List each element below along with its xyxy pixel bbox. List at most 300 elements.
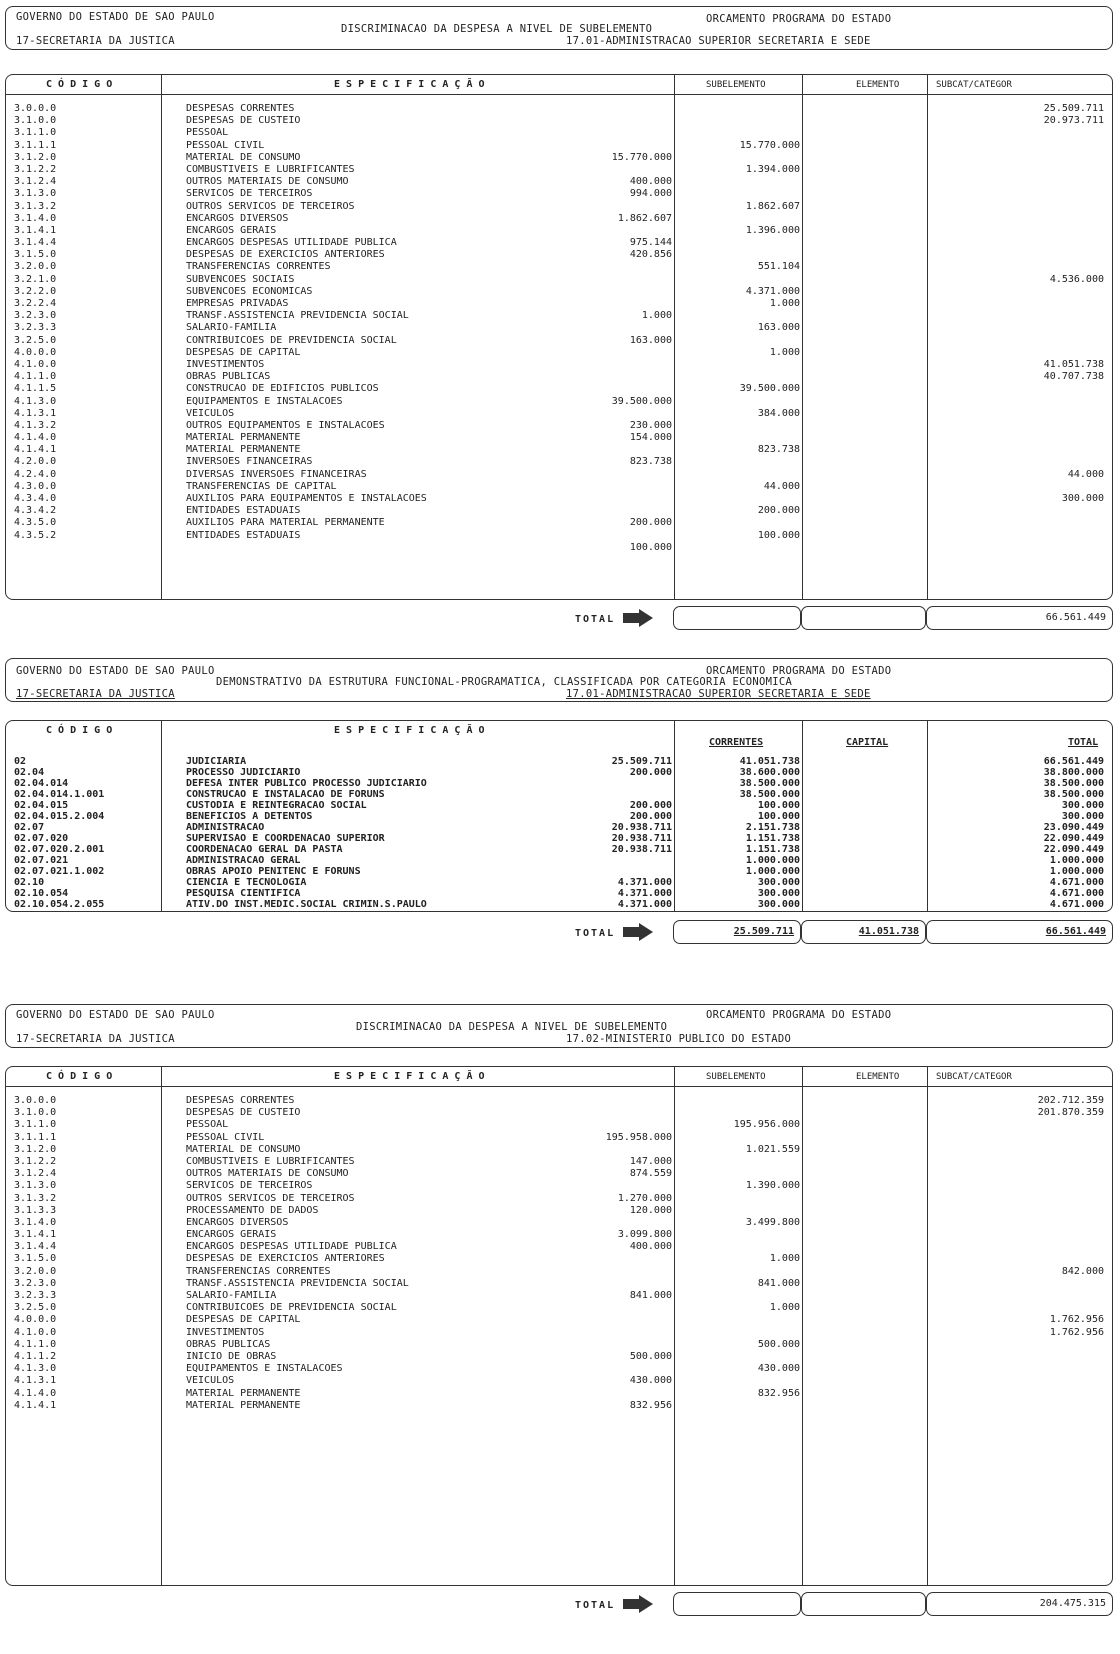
row-c3: 420.856 (629, 249, 672, 261)
table-row (6, 213, 1112, 225)
row-code: 3.1.2.2 (14, 163, 57, 175)
row-c4: 300.000 (757, 888, 800, 899)
column-header (6, 1067, 1112, 1087)
row-c3: 195.958.000 (605, 1131, 672, 1143)
row-c5: 38.800.000 (1043, 767, 1104, 778)
table-row (6, 833, 1112, 844)
row-spec: PESSOAL (186, 127, 229, 139)
row-c5: 66.561.449 (1043, 756, 1104, 767)
row-c4: 841.000 (757, 1277, 800, 1289)
row-code: 3.1.2.0 (14, 151, 57, 163)
row-c4: 195.956.000 (733, 1119, 800, 1131)
table-row (6, 152, 1112, 164)
row-code: 4.3.0.0 (14, 480, 57, 492)
row-code: 3.1.0.0 (14, 115, 57, 127)
row-spec: PESSOAL CIVIL (186, 139, 265, 151)
secretaria-label: 17-SECRETARIA DA JUSTICA (16, 688, 175, 700)
row-code: 4.3.4.2 (14, 505, 57, 517)
row-c5: 38.500.000 (1043, 778, 1104, 789)
table-row (6, 237, 1112, 249)
row-code: 3.1.0.0 (14, 1107, 57, 1119)
row-code: 02.07.020.2.001 (14, 844, 105, 855)
row-c3: 4.371.000 (617, 888, 672, 899)
secretaria-label: 17-SECRETARIA DA JUSTICA (16, 35, 175, 47)
row-c5: 1.762.956 (1049, 1314, 1104, 1326)
row-c3: 200.000 (629, 767, 672, 778)
column-header (6, 721, 1112, 748)
row-c5: 1.000.000 (1049, 855, 1104, 866)
row-spec: SALARIO-FAMILIA (186, 1290, 277, 1301)
row-c5: 1.762.956 (1049, 1326, 1104, 1338)
report-title: DISCRIMINACAO DA DESPESA A NIVEL DE SUBELEMENTO (341, 23, 653, 35)
secretaria-label: 17-SECRETARIA DA JUSTICA (16, 1033, 175, 1045)
table-body (6, 1095, 1112, 1412)
row-spec: INVERSOES FINANCEIRAS (186, 456, 313, 468)
row-code: 3.1.1.1 (14, 139, 57, 151)
row-code: 3.2.1.0 (14, 273, 57, 285)
row-c4: 1.396.000 (745, 224, 800, 236)
table-row (6, 493, 1112, 505)
row-spec: EQUIPAMENTOS E INSTALACOES (186, 395, 343, 407)
row-c3: 994.000 (629, 188, 672, 200)
row-code: 3.1.4.4 (14, 237, 57, 249)
col-capital: CAPITAL (846, 737, 889, 748)
row-c5: 4.671.000 (1049, 888, 1104, 899)
row-spec: DESPESAS DE EXERCICIOS ANTERIORES (186, 249, 385, 261)
row-spec: PESSOAL CIVIL (186, 1131, 265, 1143)
row-c4: 1.021.559 (745, 1143, 800, 1155)
row-spec: TRANSFERENCIAS CORRENTES (186, 1265, 331, 1277)
row-c5: 22.090.449 (1043, 844, 1104, 855)
row-code: 02.10.054 (14, 888, 69, 899)
row-c3: 874.559 (629, 1168, 672, 1180)
table-row (6, 469, 1112, 481)
row-c3: 1.862.607 (617, 212, 672, 224)
unit-label: 17.01-ADMINISTRACAO SUPERIOR SECRETARIA E SEDE (566, 35, 871, 47)
row-spec: OUTROS SERVICOS DE TERCEIROS (186, 1192, 355, 1204)
row-code: 3.1.1.0 (14, 127, 57, 139)
col-total: TOTAL (1068, 737, 1099, 748)
table-row (6, 225, 1112, 237)
table-row (6, 822, 1112, 833)
row-spec: MATERIAL PERMANENTE (186, 444, 301, 456)
row-c4: 551.104 (757, 261, 800, 273)
row-c5: 1.000.000 (1049, 866, 1104, 877)
row-spec: ENCARGOS GERAIS (186, 224, 277, 236)
row-code: 4.1.4.0 (14, 432, 57, 444)
row-spec: ATIV.DO INST.MEDIC.SOCIAL CRIMIN.S.PAULO (186, 899, 427, 910)
total-c5: 66.561.449 (926, 606, 1113, 630)
row-spec: PROCESSAMENTO DE DADOS (186, 1204, 319, 1216)
table-row (6, 877, 1112, 888)
row-spec: CONTRIBUICOES DE PREVIDENCIA SOCIAL (186, 1302, 397, 1314)
row-c5: 22.090.449 (1043, 833, 1104, 844)
table-row (6, 371, 1112, 383)
row-spec: DESPESAS DE CAPITAL (186, 1314, 301, 1326)
row-code: 3.1.1.1 (14, 1131, 57, 1143)
row-spec: BENEFICIOS A DETENTOS (186, 811, 313, 822)
row-c4: 100.000 (757, 811, 800, 822)
row-code: 3.1.4.4 (14, 1241, 57, 1253)
row-code: 4.1.4.1 (14, 444, 57, 456)
row-spec: EQUIPAMENTOS E INSTALACOES (186, 1363, 343, 1375)
row-code: 3.2.5.0 (14, 1302, 57, 1314)
row-c4: 1.394.000 (745, 163, 800, 175)
row-c3: 1.000 (641, 310, 672, 322)
row-c3: 400.000 (629, 176, 672, 188)
row-c4: 384.000 (757, 407, 800, 419)
row-c3: 200.000 (629, 800, 672, 811)
table-row (6, 1388, 1112, 1400)
row-code: 02.07.021.1.002 (14, 866, 105, 877)
table-row (6, 844, 1112, 855)
table-row (6, 1241, 1112, 1253)
row-code: 3.1.4.0 (14, 1216, 57, 1228)
row-c4: 100.000 (757, 529, 800, 541)
table-body (6, 756, 1112, 910)
row-c3: 400.000 (629, 1241, 672, 1253)
row-code: 3.1.1.0 (14, 1119, 57, 1131)
row-code: 3.0.0.0 (14, 1095, 57, 1106)
total-c3 (673, 1592, 801, 1616)
row-spec: DESPESAS DE CAPITAL (186, 346, 301, 358)
row-spec: DIVERSAS INVERSOES FINANCEIRAS (186, 468, 367, 480)
row-code: 4.1.1.5 (14, 383, 57, 395)
unit-label: 17.01-ADMINISTRACAO SUPERIOR SECRETARIA E SEDE (566, 688, 871, 700)
row-c3: 200.000 (629, 517, 672, 529)
row-code: 3.2.3.3 (14, 1290, 57, 1301)
table-row (6, 899, 1112, 910)
row-code: 3.2.3.0 (14, 1277, 57, 1289)
row-spec: TRANSF.ASSISTENCIA PREVIDENCIA SOCIAL (186, 1277, 409, 1289)
row-code: 02.04.014.1.001 (14, 789, 105, 800)
table-row (6, 1168, 1112, 1180)
row-c4: 832.956 (757, 1387, 800, 1399)
row-code: 4.1.3.2 (14, 419, 57, 431)
row-spec: ADMINISTRACAO (186, 822, 265, 833)
row-c5: 300.000 (1061, 811, 1104, 822)
row-c4: 38.500.000 (739, 789, 800, 800)
table-row (6, 1400, 1112, 1412)
row-c3: 500.000 (629, 1350, 672, 1362)
row-c4: 430.000 (757, 1363, 800, 1375)
row-spec: COMBUSTIVEIS E LUBRIFICANTES (186, 163, 355, 175)
row-spec: AUXILIOS PARA EQUIPAMENTOS E INSTALACOES (186, 493, 427, 504)
table-row (6, 800, 1112, 811)
row-c4: 41.051.738 (739, 756, 800, 767)
row-spec: INVESTIMENTOS (186, 1326, 265, 1338)
row-c5: 40.707.738 (1043, 371, 1104, 383)
col-subcat: SUBCAT/CATEGOR (936, 1072, 1012, 1082)
total-total: 66.561.449 (926, 920, 1113, 944)
table-row (6, 127, 1112, 139)
row-spec: JUDICIARIA (186, 756, 247, 767)
row-c3: 100.000 (629, 541, 672, 553)
row-c3: 39.500.000 (611, 395, 672, 407)
row-c3: 200.000 (629, 811, 672, 822)
row-spec: OUTROS SERVICOS DE TERCEIROS (186, 200, 355, 212)
total-correntes: 25.509.711 (673, 920, 801, 944)
row-c4: 2.151.738 (745, 822, 800, 833)
table-row (6, 396, 1112, 408)
col-code: C Ó D I G O (46, 1071, 113, 1082)
row-c4: 1.862.607 (745, 200, 800, 212)
table-row (6, 432, 1112, 444)
table-row (6, 1351, 1112, 1363)
table-row (6, 1253, 1112, 1265)
row-spec: DESPESAS DE CUSTEIO (186, 115, 301, 127)
table-row (6, 188, 1112, 200)
row-code: 3.2.0.0 (14, 261, 57, 273)
total-label: TOTAL (575, 614, 616, 625)
section-1-header (5, 6, 1113, 50)
table-row (6, 140, 1112, 152)
row-c5: 842.000 (1061, 1265, 1104, 1277)
row-c3: 20.938.711 (611, 844, 672, 855)
table-row (6, 1375, 1112, 1387)
table-row (6, 1339, 1112, 1351)
report-title: DISCRIMINACAO DA DESPESA A NIVEL DE SUBELEMENTO (356, 1021, 668, 1033)
table-row (6, 444, 1112, 456)
row-c3: 15.770.000 (611, 151, 672, 163)
row-code: 3.1.3.0 (14, 1180, 57, 1192)
table-row (6, 322, 1112, 334)
row-code: 3.1.3.2 (14, 200, 57, 212)
row-c5: 202.712.359 (1037, 1095, 1104, 1106)
row-spec: DEFESA INTER PUBLICO PROCESSO JUDICIARIO (186, 778, 427, 789)
row-code: 3.1.4.0 (14, 212, 57, 224)
row-c3: 3.099.800 (617, 1229, 672, 1241)
row-c5: 4.671.000 (1049, 877, 1104, 888)
row-spec: COMBUSTIVEIS E LUBRIFICANTES (186, 1155, 355, 1167)
row-c5: 44.000 (1067, 468, 1104, 480)
row-spec: MATERIAL PERMANENTE (186, 1387, 301, 1399)
row-spec: PESQUISA CIENTIFICA (186, 888, 301, 899)
table-row (6, 347, 1112, 359)
row-spec: OUTROS MATERIAIS DE CONSUMO (186, 1168, 349, 1180)
table-row (6, 1205, 1112, 1217)
row-spec: ENCARGOS DESPESAS UTILIDADE PUBLICA (186, 1241, 397, 1253)
row-c4: 38.600.000 (739, 767, 800, 778)
row-code: 4.1.1.2 (14, 1350, 57, 1362)
table-row (6, 778, 1112, 789)
row-code: 4.1.4.0 (14, 1387, 57, 1399)
total-c3 (673, 606, 801, 630)
table-row (6, 201, 1112, 213)
program-title: ORCAMENTO PROGRAMA DO ESTADO (706, 1009, 892, 1021)
row-spec: MATERIAL DE CONSUMO (186, 151, 301, 163)
row-code: 3.2.5.0 (14, 334, 57, 346)
row-code: 3.2.3.3 (14, 322, 57, 334)
table-row (6, 542, 1112, 554)
row-code: 3.1.5.0 (14, 249, 57, 261)
row-spec: SUPERVISAO E COORDENACAO SUPERIOR (186, 833, 385, 844)
row-spec: MATERIAL PERMANENTE (186, 432, 301, 444)
section-2-grid (5, 720, 1113, 912)
row-c4: 4.371.000 (745, 285, 800, 297)
row-code: 3.2.0.0 (14, 1265, 57, 1277)
table-row (6, 1156, 1112, 1168)
row-code: 3.1.3.2 (14, 1192, 57, 1204)
row-code: 4.1.0.0 (14, 358, 57, 370)
arrow-right-icon (623, 1595, 653, 1613)
row-c5: 41.051.738 (1043, 358, 1104, 370)
table-row (6, 866, 1112, 877)
row-code: 02.07.020 (14, 833, 69, 844)
row-c4: 1.000 (769, 1302, 800, 1314)
row-c4: 823.738 (757, 444, 800, 456)
table-row (6, 286, 1112, 298)
row-code: 4.0.0.0 (14, 346, 57, 358)
row-spec: AUXILIOS PARA MATERIAL PERMANENTE (186, 517, 385, 529)
col-code: C Ó D I G O (46, 79, 113, 90)
row-spec: SUBVENCOES ECONOMICAS (186, 285, 313, 297)
table-row (6, 420, 1112, 432)
row-spec: ADMINISTRACAO GERAL (186, 855, 301, 866)
table-row (6, 408, 1112, 420)
row-c4: 3.499.800 (745, 1216, 800, 1228)
row-code: 02.10.054.2.055 (14, 899, 105, 910)
row-c5: 4.536.000 (1049, 273, 1104, 285)
table-row (6, 1290, 1112, 1302)
row-code: 4.0.0.0 (14, 1314, 57, 1326)
table-row (6, 298, 1112, 310)
gov-title: GOVERNO DO ESTADO DE SAO PAULO (16, 11, 215, 23)
section-2-header (5, 658, 1113, 702)
section-3-grid (5, 1066, 1113, 1586)
row-code: 4.2.0.0 (14, 456, 57, 468)
col-code: C Ó D I G O (46, 725, 113, 736)
row-c4: 163.000 (757, 322, 800, 334)
table-row (6, 456, 1112, 468)
row-c3: 841.000 (629, 1290, 672, 1301)
section-1-grid (5, 74, 1113, 600)
section-3-header (5, 1004, 1113, 1048)
row-spec: MATERIAL DE CONSUMO (186, 1143, 301, 1155)
row-c4: 500.000 (757, 1338, 800, 1350)
row-code: 4.1.1.0 (14, 371, 57, 383)
row-spec: TRANSFERENCIAS CORRENTES (186, 261, 331, 273)
row-c3: 4.371.000 (617, 877, 672, 888)
total-c4 (801, 1592, 926, 1616)
row-c4: 1.151.738 (745, 844, 800, 855)
col-spec: E S P E C I F I C A Ç Ã O (334, 1071, 485, 1082)
table-row (6, 261, 1112, 273)
row-c5: 38.500.000 (1043, 789, 1104, 800)
col-elemento: ELEMENTO (856, 80, 900, 90)
row-code: 3.1.4.1 (14, 1229, 57, 1241)
row-spec: DESPESAS DE EXERCICIOS ANTERIORES (186, 1253, 385, 1265)
row-spec: CIENCIA E TECNOLOGIA (186, 877, 307, 888)
row-c3: 20.938.711 (611, 822, 672, 833)
table-row (6, 274, 1112, 286)
row-c3: 25.509.711 (611, 756, 672, 767)
row-spec: TRANSFERENCIAS DE CAPITAL (186, 480, 337, 492)
column-header (6, 75, 1112, 95)
table-row (6, 1266, 1112, 1278)
row-c4: 300.000 (757, 899, 800, 910)
row-c4: 100.000 (757, 800, 800, 811)
row-code: 3.1.4.1 (14, 224, 57, 236)
row-c3: 154.000 (629, 432, 672, 444)
col-correntes: CORRENTES (709, 737, 764, 748)
program-title: ORCAMENTO PROGRAMA DO ESTADO (706, 13, 892, 25)
table-row (6, 1107, 1112, 1119)
row-spec: CONTRIBUICOES DE PREVIDENCIA SOCIAL (186, 334, 397, 346)
row-code: 02.04.015 (14, 800, 69, 811)
arrow-right-icon (623, 923, 653, 941)
row-spec: DESPESAS CORRENTES (186, 1095, 295, 1106)
row-c3: 120.000 (629, 1204, 672, 1216)
row-code: 02.04.014 (14, 778, 69, 789)
row-spec: PROCESSO JUDICIARIO (186, 767, 301, 778)
row-c4: 200.000 (757, 505, 800, 517)
table-row (6, 888, 1112, 899)
row-c3: 832.956 (629, 1399, 672, 1411)
row-code: 3.1.2.2 (14, 1155, 57, 1167)
row-c5: 23.090.449 (1043, 822, 1104, 833)
row-spec: ENTIDADES ESTADUAIS (186, 529, 301, 541)
table-row (6, 310, 1112, 322)
table-row (6, 481, 1112, 493)
table-row (6, 1132, 1112, 1144)
table-row (6, 115, 1112, 127)
row-spec: ENCARGOS DESPESAS UTILIDADE PUBLICA (186, 237, 397, 249)
row-code: 02.10 (14, 877, 45, 888)
gov-title: GOVERNO DO ESTADO DE SAO PAULO (16, 1009, 215, 1021)
row-c4: 300.000 (757, 877, 800, 888)
col-spec: E S P E C I F I C A Ç Ã O (334, 79, 485, 90)
row-spec: MATERIAL PERMANENTE (186, 1399, 301, 1411)
row-spec: INICIO DE OBRAS (186, 1350, 277, 1362)
table-row (6, 1363, 1112, 1375)
table-row (6, 1144, 1112, 1156)
row-spec: PESSOAL (186, 1119, 229, 1131)
row-c3: 4.371.000 (617, 899, 672, 910)
table-row (6, 855, 1112, 866)
row-code: 4.1.4.1 (14, 1399, 57, 1411)
table-row (6, 1180, 1112, 1192)
row-c3: 823.738 (629, 456, 672, 468)
row-c4: 1.390.000 (745, 1180, 800, 1192)
row-code: 3.1.2.4 (14, 176, 57, 188)
col-subelemento: SUBELEMENTO (706, 1072, 766, 1082)
row-spec: CONSTRUCAO DE EDIFICIOS PUBLICOS (186, 383, 379, 395)
row-spec: OBRAS APOIO PENITENC E FORUNS (186, 866, 361, 877)
row-spec: OUTROS EQUIPAMENTOS E INSTALACOES (186, 419, 385, 431)
row-c5: 201.870.359 (1037, 1107, 1104, 1119)
program-title: ORCAMENTO PROGRAMA DO ESTADO (706, 665, 892, 677)
row-spec: SUBVENCOES SOCIAIS (186, 273, 295, 285)
total-label: TOTAL (575, 928, 616, 939)
row-code: 3.1.3.0 (14, 188, 57, 200)
total-c4 (801, 606, 926, 630)
row-spec: COORDENACAO GERAL DA PASTA (186, 844, 343, 855)
gov-title: GOVERNO DO ESTADO DE SAO PAULO (16, 665, 215, 677)
table-row (6, 249, 1112, 261)
total-capital: 41.051.738 (801, 920, 926, 944)
row-code: 4.1.1.0 (14, 1338, 57, 1350)
row-code: 4.1.3.1 (14, 1375, 57, 1387)
table-row (6, 767, 1112, 778)
row-c3: 430.000 (629, 1375, 672, 1387)
table-row (6, 517, 1112, 529)
row-c4: 1.151.738 (745, 833, 800, 844)
row-code: 4.1.3.1 (14, 407, 57, 419)
row-code: 3.1.5.0 (14, 1253, 57, 1265)
row-spec: TRANSF.ASSISTENCIA PREVIDENCIA SOCIAL (186, 310, 409, 322)
row-spec: OBRAS PUBLICAS (186, 1338, 271, 1350)
